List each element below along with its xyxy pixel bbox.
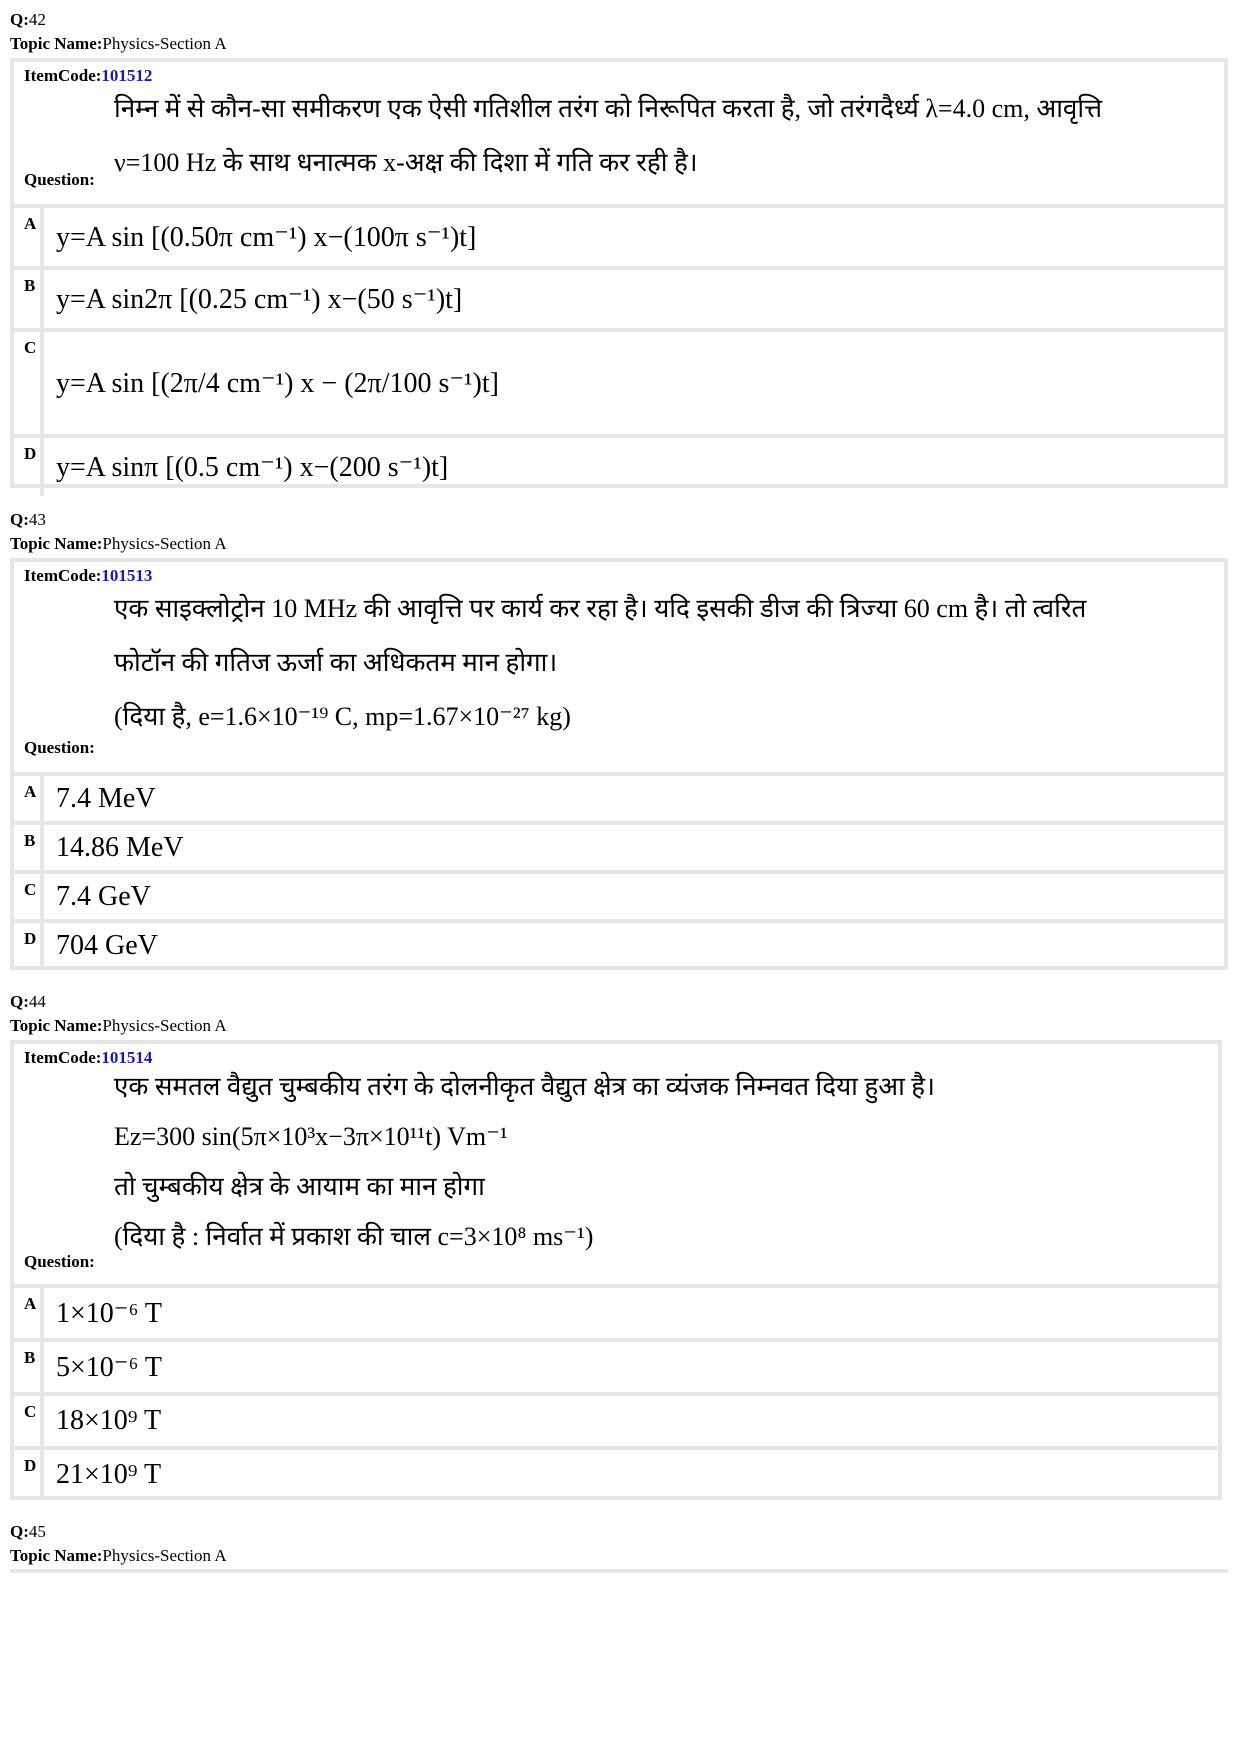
option-letter: B (14, 1342, 44, 1392)
option-text: y=A sin [(0.50π cm⁻¹) x−(100π s⁻¹)t] (56, 222, 477, 253)
option-letter: C (14, 1396, 44, 1446)
option-d[interactable] (14, 1446, 1218, 1500)
question-line: एक समतल वैद्युत चुम्बकीय तरंग के दोलनीकृत वैद्युत क्षेत्र का व्यंजक निम्नवत दिया हुआ है। (114, 1072, 935, 1101)
topic-label: Topic Name: (10, 34, 103, 53)
question-number: 45 (28, 1522, 46, 1541)
topic-name: Physics-Section A (102, 34, 227, 53)
option-a[interactable] (14, 772, 1224, 821)
topic-label: Topic Name: (10, 1546, 103, 1565)
question-number: 44 (28, 992, 46, 1011)
topic-name: Physics-Section A (102, 1546, 227, 1565)
q-label: Q: (10, 1522, 29, 1541)
option-text: y=A sin2π [(0.25 cm⁻¹) x−(50 s⁻¹)t] (56, 284, 463, 315)
question-line: तो चुम्बकीय क्षेत्र के आयाम का मान होगा (114, 1172, 485, 1201)
question-text (24, 1062, 1208, 1262)
question-card-44 (10, 1040, 1222, 1500)
option-c[interactable] (14, 870, 1224, 919)
topic-label: Topic Name: (10, 534, 103, 553)
question-line: निम्न में से कौन-सा समीकरण एक ऐसी गतिशील तरंग को निरूपित करता है, जो तरंगदैर्ध्य λ=4.0 cm, आवृत्ति (114, 94, 1103, 123)
question-label: Question: (24, 170, 95, 189)
question-line: Ez=300 sin(5π×10³x−3π×10¹¹t) Vm⁻¹ (114, 1122, 508, 1151)
option-text: y=A sin [(2π/4 cm⁻¹) x − (2π/100 s⁻¹)t] (56, 368, 499, 399)
option-letter: D (14, 1450, 44, 1500)
question-number: 43 (28, 510, 46, 529)
option-text: 14.86 MeV (56, 831, 184, 863)
option-letter: B (14, 270, 44, 328)
option-d[interactable] (14, 919, 1224, 968)
option-text: 18×10⁹ T (56, 1405, 162, 1436)
option-letter: D (14, 923, 44, 968)
question-header-42 (10, 8, 227, 56)
item-code: ItemCode:101513 (24, 566, 153, 585)
option-letter: A (14, 208, 44, 266)
option-text: 21×10⁹ T (56, 1459, 162, 1490)
question-line: (दिया है, e=1.6×10⁻¹⁹ C, mp=1.67×10⁻²⁷ kg) (114, 702, 571, 731)
option-letter: C (14, 874, 44, 919)
card-divider (10, 1569, 1228, 1573)
q-label: Q: (10, 510, 29, 529)
topic-name: Physics-Section A (102, 534, 227, 553)
question-label: Question: (24, 1252, 95, 1271)
q-label: Q: (10, 992, 29, 1011)
option-letter: D (14, 438, 44, 496)
question-line: ν=100 Hz के साथ धनात्मक x-अक्ष की दिशा में गति कर रही है। (114, 148, 698, 177)
option-a[interactable] (14, 1284, 1218, 1338)
item-code: ItemCode:101512 (24, 66, 153, 85)
option-text: 7.4 MeV (56, 782, 156, 814)
option-letter: C (14, 332, 44, 434)
option-text: 1×10⁻⁶ T (56, 1298, 162, 1329)
option-text: 5×10⁻⁶ T (56, 1352, 162, 1383)
question-label: Question: (24, 738, 95, 757)
option-c[interactable] (14, 328, 1224, 434)
option-c[interactable] (14, 1392, 1218, 1446)
option-text: 704 GeV (56, 929, 158, 961)
question-line: एक साइक्लोट्रोन 10 MHz की आवृत्ति पर कार्य कर रहा है। यदि इसकी डीज की त्रिज्या 60 cm है। तो त्वरित (114, 594, 1087, 623)
question-text (24, 582, 1214, 744)
option-letter: A (14, 776, 44, 821)
question-card-43 (10, 558, 1228, 970)
question-line: फोटॉन की गतिज ऊर्जा का अधिकतम मान होगा। (114, 648, 558, 677)
question-header-45 (10, 1520, 227, 1568)
topic-name: Physics-Section A (102, 1016, 227, 1035)
topic-label: Topic Name: (10, 1016, 103, 1035)
option-b[interactable] (14, 821, 1224, 870)
option-d[interactable] (14, 434, 1224, 496)
question-header-44 (10, 990, 227, 1038)
option-text: y=A sinπ [(0.5 cm⁻¹) x−(200 s⁻¹)t] (56, 452, 449, 483)
question-number: 42 (28, 10, 46, 29)
q-label: Q: (10, 10, 29, 29)
question-text (24, 82, 1214, 190)
item-code: ItemCode:101514 (24, 1048, 153, 1067)
option-text: 7.4 GeV (56, 880, 151, 912)
option-b[interactable] (14, 266, 1224, 328)
question-line: (दिया है : निर्वात में प्रकाश की चाल c=3×10⁸ ms⁻¹) (114, 1222, 594, 1251)
option-letter: B (14, 825, 44, 870)
option-b[interactable] (14, 1338, 1218, 1392)
question-card-42 (10, 58, 1228, 488)
question-header-43 (10, 508, 227, 556)
option-a[interactable] (14, 204, 1224, 266)
option-letter: A (14, 1288, 44, 1338)
